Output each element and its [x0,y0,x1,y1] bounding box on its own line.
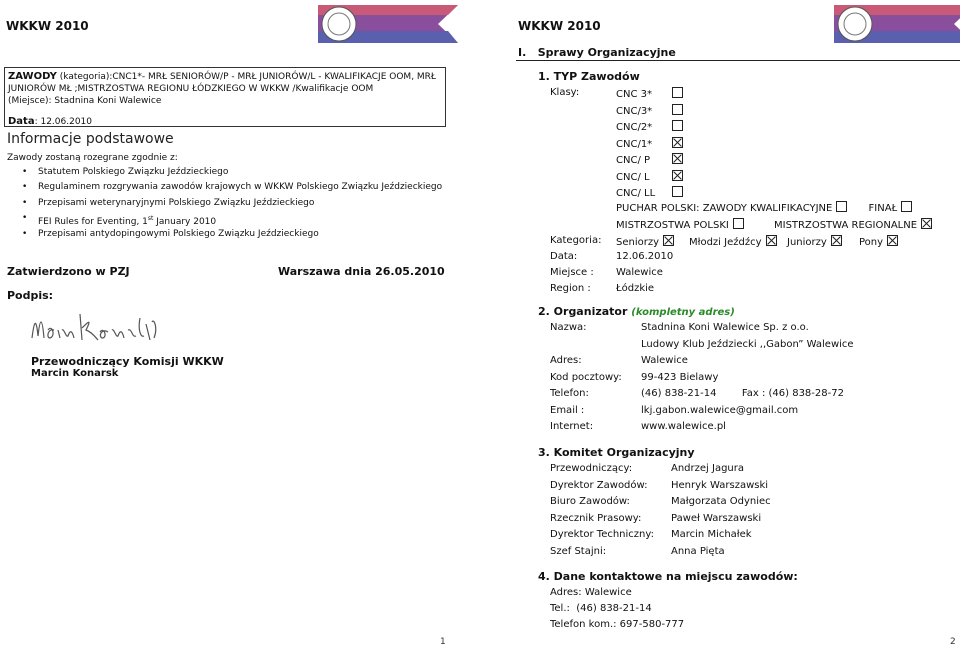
signer-name: Marcin Konarsk [31,368,119,379]
section-2-title: 2. Organizator (kompletny adres) [538,305,735,318]
category-item: Seniorzy [616,235,674,248]
class-label: CNC/ L [616,171,650,183]
checkbox-checked[interactable] [831,235,842,246]
competition-box [4,67,446,127]
puchar-row [616,201,912,214]
category-item: Młodzi Jeźdźcy [689,235,777,248]
field-label: Adres: [550,355,582,366]
field-label: Telefon: [550,388,589,399]
class-label: CNC/2* [616,122,653,133]
field-value: Marcin Michałek [671,529,752,540]
field-label: Internet: [550,421,594,432]
field-value: www.walewice.pl [641,421,726,432]
class-item [616,186,683,199]
header-title: WKKW 2010 [6,19,89,33]
list-item: • Przepisami weterynaryjnymi Polskiego Związku Jeździeckiego [0,196,442,211]
approved-text: Zatwierdzono w PZJ [7,265,130,278]
checkbox[interactable] [672,186,683,197]
competition-categories-2: JUNIORÓW MŁ ;MISTRZOSTWA REGIONU ŁÓDZKIEGO W WKKW /Kwalifikacje OOM [8,84,374,94]
competition-categories: (kategoria):CNC1*- MRŁ SENIORÓW/P - MRŁ JUNIORÓW/L - KWALIFIKACJE OOM, MRŁ [56,72,436,82]
signature-label: Podpis: [7,289,54,302]
contact-line: Telefon kom.: 697-580-777 [550,619,685,630]
field-label: Kod pocztowy: [550,371,622,383]
date-label: Data: [550,251,578,262]
checkbox-checked[interactable] [766,235,777,246]
class-item [616,170,683,183]
date-label: Data [8,116,35,127]
field-value: 99-423 Bielawy [641,371,719,383]
class-item [616,153,683,166]
field-label: Dyrektor Techniczny: [550,529,654,540]
field-value: lkj.gabon.walewice@gmail.com [641,404,799,416]
city-date-text: Warszawa dnia 26.05.2010 [278,265,445,278]
checkbox[interactable] [733,218,744,229]
field-value: Małgorzata Odyniec [671,496,771,507]
category-item: Juniorzy [787,235,842,248]
field-label: Biuro Zawodów: [550,496,630,507]
final-label: FINAŁ [868,203,898,214]
list-item: • Przepisami antydopingowymi Polskiego Związku Jeździeckiego [0,227,442,242]
checkbox-checked[interactable] [672,170,683,181]
handwritten-signature-icon [28,308,160,348]
checkbox[interactable] [672,87,683,98]
mr-checkbox-row [774,218,932,231]
checkbox-checked[interactable] [887,235,898,246]
class-item [616,137,683,150]
section-title: Informacje podstawowe [7,131,174,147]
contact-line: Adres: Walewice [550,587,632,598]
class-label: CNC/ LL [616,188,656,199]
date-value: 12.06.2010 [616,251,674,262]
category-label: Kategoria: [550,235,602,246]
competition-place: (Miejsce): Stadnina Koni Walewice [8,96,162,106]
page-number: 1 [440,637,446,647]
class-item [616,120,683,133]
section-4-title: 4. Dane kontaktowe na miejscu zawodów: [538,570,798,583]
field-value: (46) 838-21-14 Fax : (46) 838-28-72 [641,388,844,399]
classes-label: Klasy: [550,87,580,98]
class-item [616,87,683,100]
place-value: Walewice [616,267,663,278]
checkbox[interactable] [672,120,683,131]
flag-logo-icon [318,3,458,45]
field-value: Henryk Warszawski [671,479,769,491]
page-number: 2 [950,637,956,647]
field-label: Rzecznik Prasowy: [550,512,642,524]
contact-line: Tel.: (46) 838-21-14 [550,603,652,614]
place-label: Miejsce : [550,267,594,278]
class-label: CNC/3* [616,105,653,117]
class-item [616,104,683,117]
intro-text: Zawody zostaną rozegrane zgodnie z: [7,153,178,163]
field-value: Stadnina Koni Walewice Sp. z o.o. [641,322,809,333]
competition-label: ZAWODY [8,71,57,82]
mp-checkbox-row [616,218,744,231]
header-title: WKKW 2010 [518,19,601,33]
checkbox-checked[interactable] [921,218,932,229]
rules-list [0,165,442,242]
field-label: Dyrektor Zawodów: [550,479,648,491]
field-value: Andrzej Jagura [671,463,744,474]
section-3-title: 3. Komitet Organizacyjny [538,446,695,459]
flag-logo-icon [834,3,960,45]
field-value: Paweł Warszawski [671,512,762,524]
header-rule [516,60,960,61]
class-label: CNC 3* [616,89,652,100]
list-item: • Statutem Polskiego Związku Jeździeckiego [0,165,442,180]
page-1 [0,0,480,645]
mr-label: MISTRZOSTWA REGIONALNE [774,220,918,231]
class-label: CNC/ P [616,155,651,166]
region-value: Łódzkie [616,283,655,294]
field-value: Walewice [641,355,688,366]
checkbox-checked[interactable] [672,153,683,164]
checkbox-checked[interactable] [663,235,674,246]
field-value: Ludowy Klub Jeździecki ,,Gabon” Walewice [641,338,854,350]
list-item: • Regulaminem rozgrywania zawodów krajowych w WKKW Polskiego Związku Jeździeckiego [0,180,442,195]
checkbox[interactable] [672,104,683,115]
field-label: Email : [550,404,585,416]
mp-label: MISTRZOSTWA POLSKI [616,220,729,231]
signer-title: Przewodniczący Komisji WKKW [31,355,224,368]
checkbox[interactable] [836,201,847,212]
field-label: Przewodniczący: [550,463,633,474]
chapter-title: I. Sprawy Organizacyjne [518,46,676,59]
page-2 [480,0,960,645]
date-value: : 12.06.2010 [34,117,93,127]
category-item: Pony [859,235,898,248]
class-label: CNC/1* [616,138,653,150]
checkbox-checked[interactable] [672,137,683,148]
list-item: • FEI Rules for Eventing, 1st January 2010 [0,211,442,226]
puchar-label: PUCHAR POLSKI: ZAWODY KWALIFIKACYJNE [616,203,833,214]
checkbox[interactable] [901,201,912,212]
section-1-title: 1. TYP Zawodów [538,70,640,83]
region-label: Region : [550,283,591,294]
field-value: Anna Pięta [671,545,725,557]
field-label: Nazwa: [550,322,587,333]
field-label: Szef Stajni: [550,545,607,557]
section-2-note: (kompletny adres) [631,307,735,318]
